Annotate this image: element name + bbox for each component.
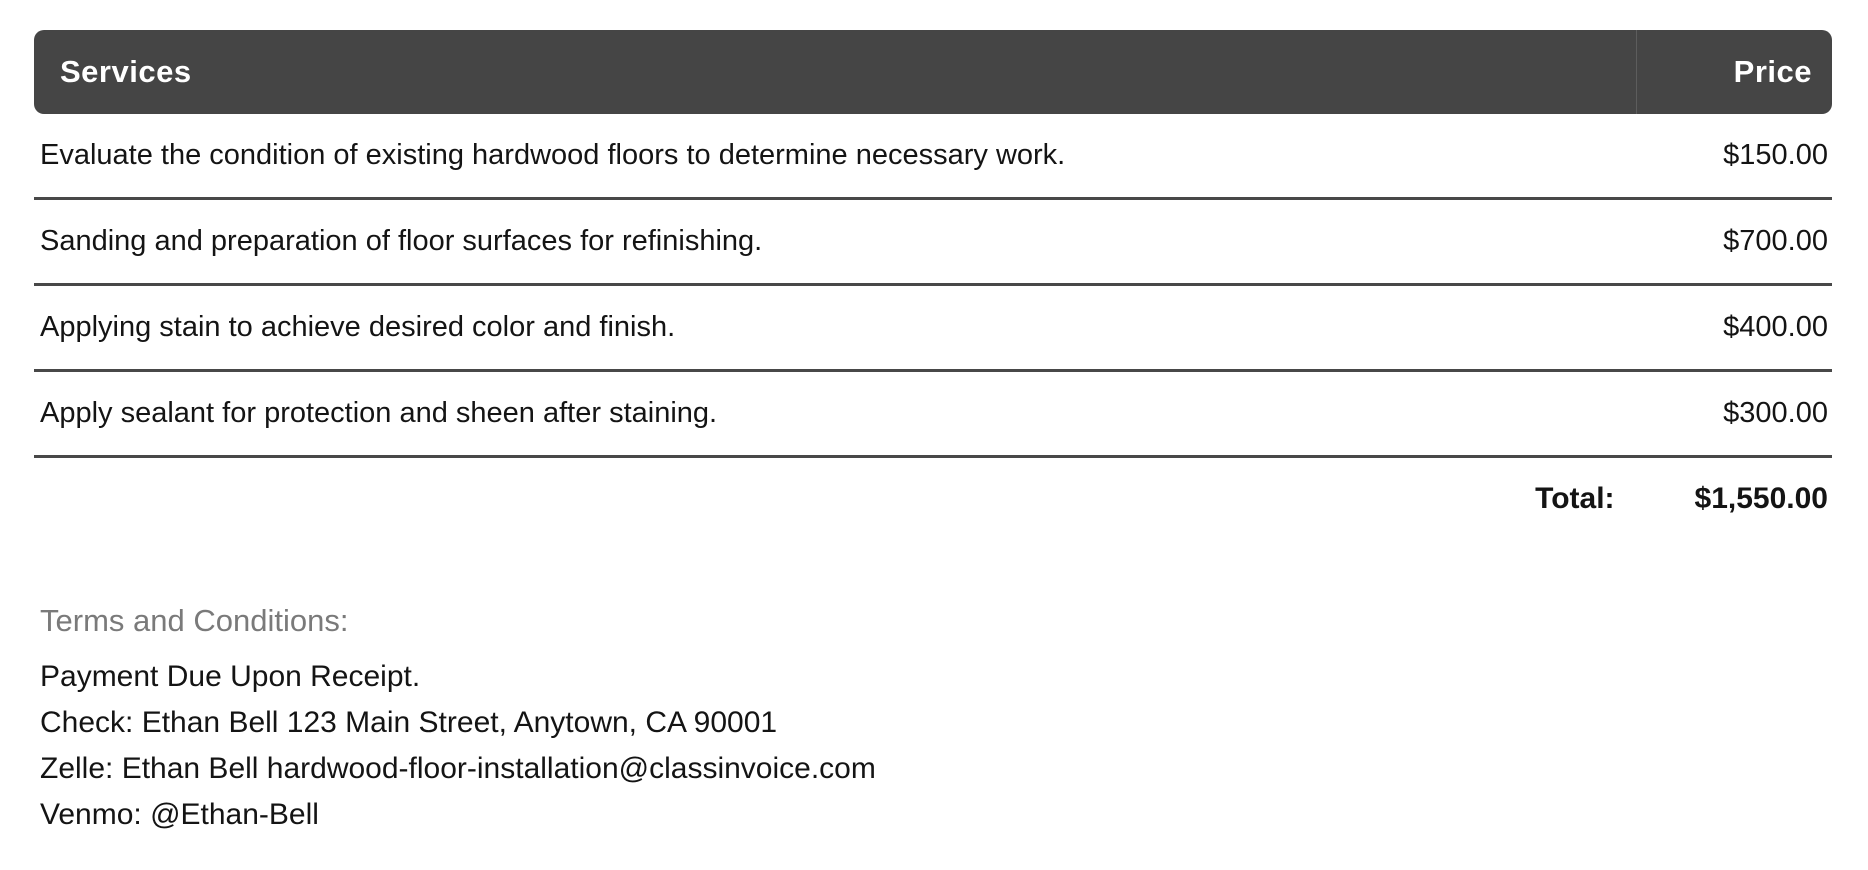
total-amount: $1,550.00 (1694, 482, 1828, 515)
total-label: Total: (1535, 482, 1615, 515)
service-description: Applying stain to achieve desired color and finish. (40, 311, 676, 343)
service-price: $300.00 (1723, 397, 1828, 429)
terms-title: Terms and Conditions: (40, 603, 349, 638)
terms-line-venmo: Venmo: @Ethan-Bell (40, 798, 319, 831)
table-header-row (34, 30, 1832, 114)
service-description: Sanding and preparation of floor surfaces for refinishing. (40, 225, 763, 257)
services-column-header: Services (60, 54, 192, 89)
table-row (34, 200, 1832, 286)
terms-line-check: Check: Ethan Bell 123 Main Street, Anytown, CA 90001 (40, 706, 778, 739)
table-row (34, 372, 1832, 458)
service-price: $700.00 (1723, 225, 1828, 257)
services-table (34, 30, 1832, 540)
terms-line-zelle: Zelle: Ethan Bell hardwood-floor-installation@classinvoice.com (40, 752, 876, 785)
terms-and-conditions-section (34, 598, 1832, 838)
terms-line-payment: Payment Due Upon Receipt. (40, 660, 421, 693)
price-column-header: Price (1636, 30, 1832, 114)
service-description: Apply sealant for protection and sheen after staining. (40, 397, 718, 429)
table-row (34, 114, 1832, 200)
service-price: $400.00 (1723, 311, 1828, 343)
total-row (34, 458, 1832, 540)
service-description: Evaluate the condition of existing hardwood floors to determine necessary work. (40, 139, 1066, 171)
service-price: $150.00 (1723, 139, 1828, 171)
table-row (34, 286, 1832, 372)
